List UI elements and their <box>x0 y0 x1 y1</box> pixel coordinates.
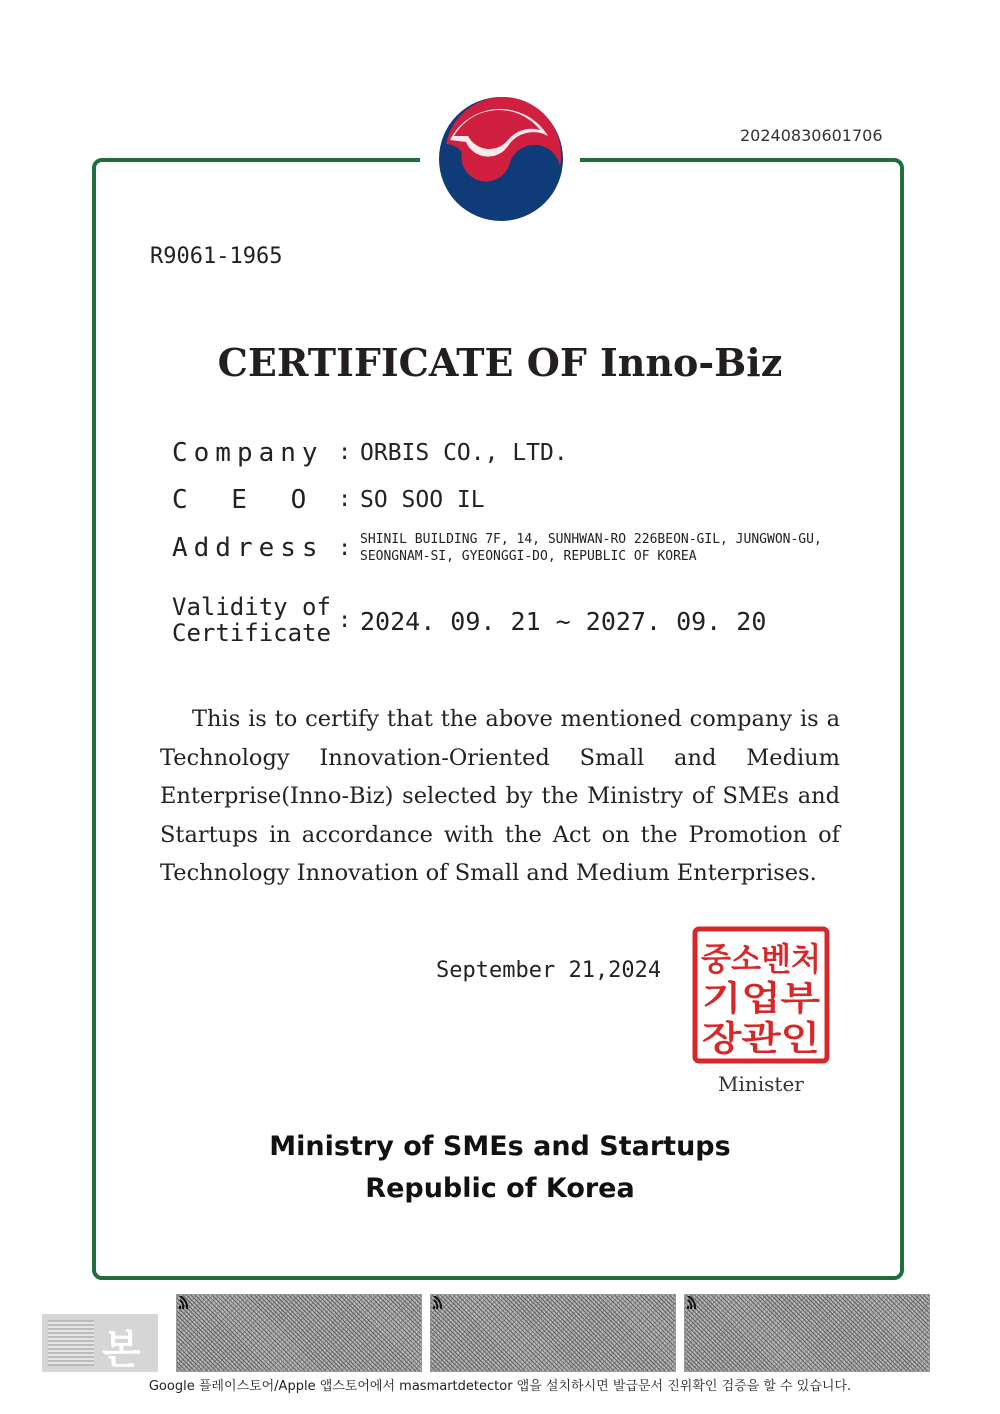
separator: : <box>338 536 352 561</box>
certification-statement: This is to certify that the above mentioned company is a Technology Innovation-Oriented Small and Medium Enterprise(Inno-Biz) selected by the Ministry of SMEs and Startups in accordance with the Act on the Promotion of Technology Innovation of Small and Medium Enterprises. <box>160 706 840 887</box>
certificate-number: R9061-1965 <box>150 244 283 269</box>
issuer-block <box>0 1126 1000 1210</box>
address-line-2: SEONGNAM-SI, GYEONGGI-DO, REPUBLIC OF KOREA <box>360 549 697 564</box>
verification-code <box>430 1294 676 1372</box>
verification-code <box>176 1294 422 1372</box>
ceo-value: SO SOO IL <box>360 487 485 513</box>
validity-label <box>172 594 331 646</box>
company-value: ORBIS CO., LTD. <box>360 440 568 466</box>
validity-label-line2: Certificate <box>172 619 331 647</box>
copy-badge-text: 본 <box>102 1327 141 1373</box>
footer-note: Google 플레이스토어/Apple 앱스토어에서 masmartdetector 앱을 설치하시면 발급문서 진위확인 검증을 할 수 있습니다. <box>148 1379 852 1394</box>
issuer-country: Republic of Korea <box>365 1173 635 1204</box>
certificate-title: CERTIFICATE OF Inno-Biz <box>217 340 783 385</box>
issue-date: September 21,2024 <box>436 958 662 983</box>
validity-value: 2024. 09. 21 ~ 2027. 09. 20 <box>360 607 767 636</box>
svg-text:장관인: 장관인 <box>702 1019 820 1059</box>
taegeuk-emblem-icon <box>436 96 566 222</box>
scan-mark-icon <box>687 1296 705 1310</box>
separator: : <box>338 440 352 465</box>
minister-label: Minister <box>718 1072 804 1096</box>
issue-number: 20240830601706 <box>740 126 883 145</box>
copy-badge-pattern <box>48 1320 94 1366</box>
address-line-1: SHINIL BUILDING 7F, 14, SUNHWAN-RO 226BEON-GIL, JUNGWON-GU, <box>360 532 822 547</box>
company-label: Company <box>172 438 324 468</box>
separator: : <box>338 608 352 633</box>
svg-text:기업부: 기업부 <box>702 979 821 1019</box>
separator: : <box>338 487 352 512</box>
verification-code <box>684 1294 930 1372</box>
scan-mark-icon <box>179 1296 197 1310</box>
address-label: Address <box>172 533 324 563</box>
validity-label-line1: Validity of <box>172 593 331 621</box>
svg-text:중소벤처: 중소벤처 <box>701 940 821 978</box>
ceo-label: C E O <box>172 485 309 515</box>
issuer-ministry: Ministry of SMEs and Startups <box>269 1131 731 1162</box>
official-seal-icon <box>692 926 830 1064</box>
scan-mark-icon <box>433 1296 451 1310</box>
copy-badge <box>42 1314 158 1372</box>
